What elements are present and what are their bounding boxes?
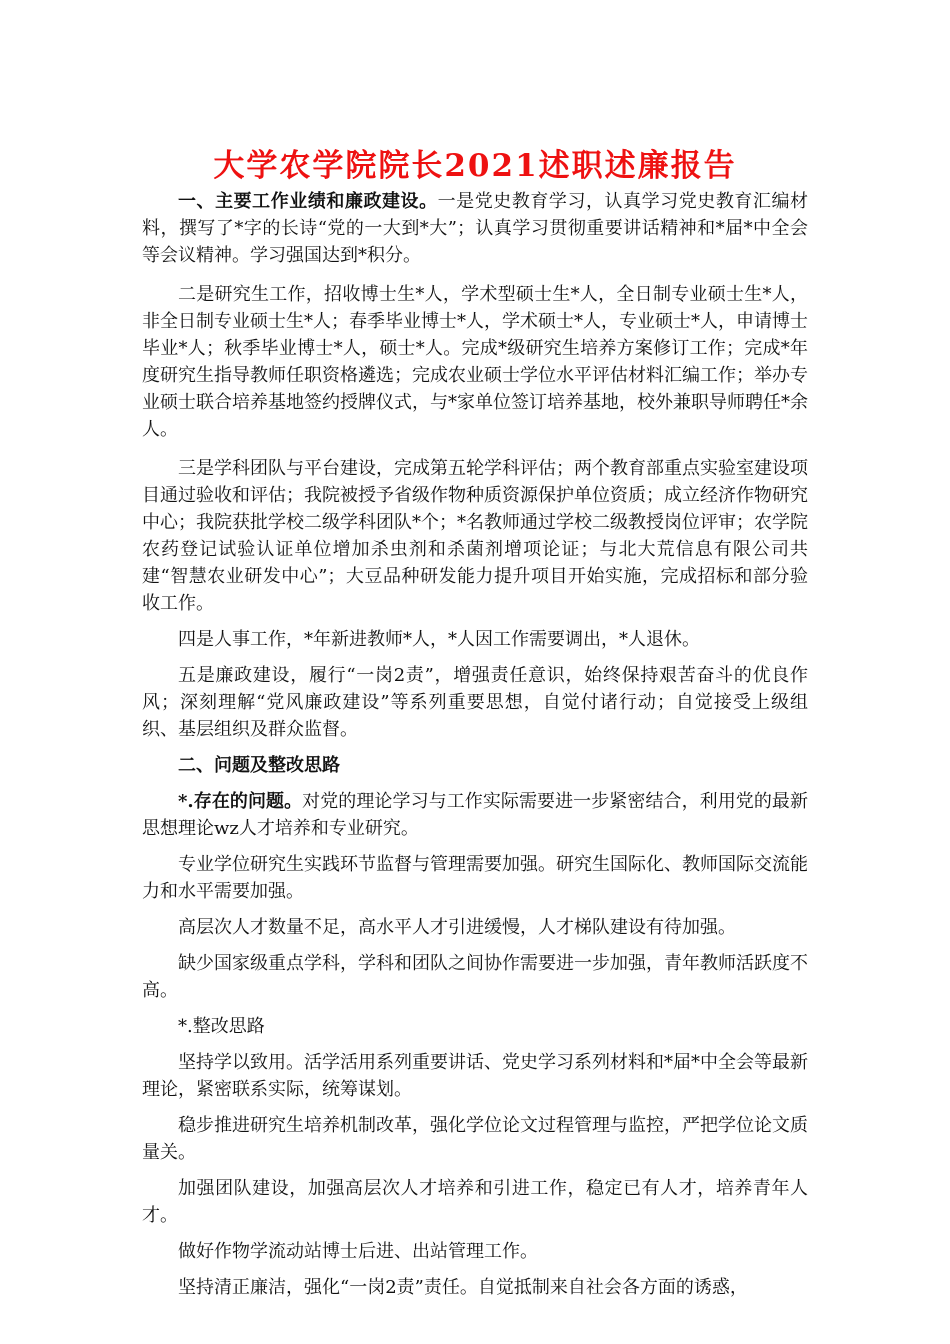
paragraph-rectify-graduate: 稳步推进研究生培养机制改革，强化学位论文过程管理与监控，严把学位论文质量关。 bbox=[142, 1115, 808, 1163]
paragraph-personnel: 四是人事工作，*年新进教师*人，*人因工作需要调出，*人退休。 bbox=[178, 629, 700, 650]
paragraph-discipline-platform: 三是学科团队与平台建设，完成第五轮学科评估；两个教育部重点实验室建设项目通过验收和评估；我院被授予省级作物种质资源保护单位资质；成立经济作物研究中心；我院获批学校二级学科团队*个；*名教师通过学校二级教授岗位评审；农学院农药登记试验认证单位增加杀虫剂和杀菌剂增项论证；与北大荒信息有限公司共建“智慧农业研发中心”；大豆品种研发能力提升项目开始实施，完成招标和部分验收工作。 bbox=[142, 458, 808, 614]
paragraph-rectify-team: 加强团队建设，加强高层次人才培养和引进工作，稳定已有人才，培养青年人才。 bbox=[142, 1178, 808, 1226]
subsection-heading-rectification: *.整改思路 bbox=[178, 1016, 265, 1037]
paragraph-text: 对党的理论学习与工作实际需要进一步紧密结合，利用党的最新思想理论wz人才培养和专业研究。 bbox=[142, 791, 808, 839]
paragraph-rectify-integrity: 坚持清正廉洁，强化“一岗2责”责任。自觉抵制来自社会各方面的诱惑， bbox=[178, 1277, 748, 1298]
paragraph-work-achievements bbox=[142, 188, 808, 269]
paragraph-integrity: 五是廉政建设，履行“一岗2责”，增强责任意识，始终保持艰苦奋斗的优良作风；深刻理解“党风廉政建设”等系列重要思想，自觉付诸行动；自觉接受上级组织、基层组织及群众监督。 bbox=[142, 665, 808, 740]
paragraph-rectify-study: 坚持学以致用。活学活用系列重要讲话、党史学习系列材料和*届*中全会等最新理论，紧密联系实际，统筹谋划。 bbox=[142, 1052, 808, 1100]
paragraph-problem-practice: 专业学位研究生实践环节监督与管理需要加强。研究生国际化、教师国际交流能力和水平需要加强。 bbox=[142, 854, 808, 902]
paragraph-existing-problems bbox=[142, 788, 808, 842]
paragraph-problem-talent: 高层次人才数量不足，高水平人才引进缓慢，人才梯队建设有待加强。 bbox=[178, 917, 736, 938]
subsection-heading: *.存在的问题。 bbox=[178, 791, 303, 812]
paragraph-problem-discipline: 缺少国家级重点学科，学科和团队之间协作需要进一步加强，青年教师活跃度不高。 bbox=[142, 953, 808, 1001]
paragraph-rectify-postdoc: 做好作物学流动站博士后进、出站管理工作。 bbox=[178, 1241, 538, 1262]
paragraph-text: 一是党史教育学习，认真学习党史教育汇编材料，撰写了*字的长诗“党的一大到*大”；认真学习贯彻重要讲话精神和*届*中全会等会议精神。学习强国达到*积分。 bbox=[142, 191, 809, 266]
document-body bbox=[142, 188, 808, 1301]
section-heading-2: 二、问题及整改思路 bbox=[178, 755, 340, 776]
section-heading-1: 一、主要工作业绩和廉政建设。 bbox=[178, 191, 438, 212]
paragraph-graduate-work: 二是研究生工作，招收博士生*人，学术型硕士生*人，全日制专业硕士生*人，非全日制专业硕士生*人；春季毕业博士*人，学术硕士*人，专业硕士*人，申请博士毕业*人；秋季毕业博士*人，硕士*人。完成*级研究生培养方案修订工作；完成*年度研究生指导教师任职资格遴选；完成农业硕士学位水平评估材料汇编工作；举办专业硕士联合培养基地签约授牌仪式，与*家单位签订培养基地，校外兼职导师聘任*余人。 bbox=[142, 284, 808, 440]
document-title: 大学农学院院长2021述职述廉报告 bbox=[213, 148, 737, 184]
